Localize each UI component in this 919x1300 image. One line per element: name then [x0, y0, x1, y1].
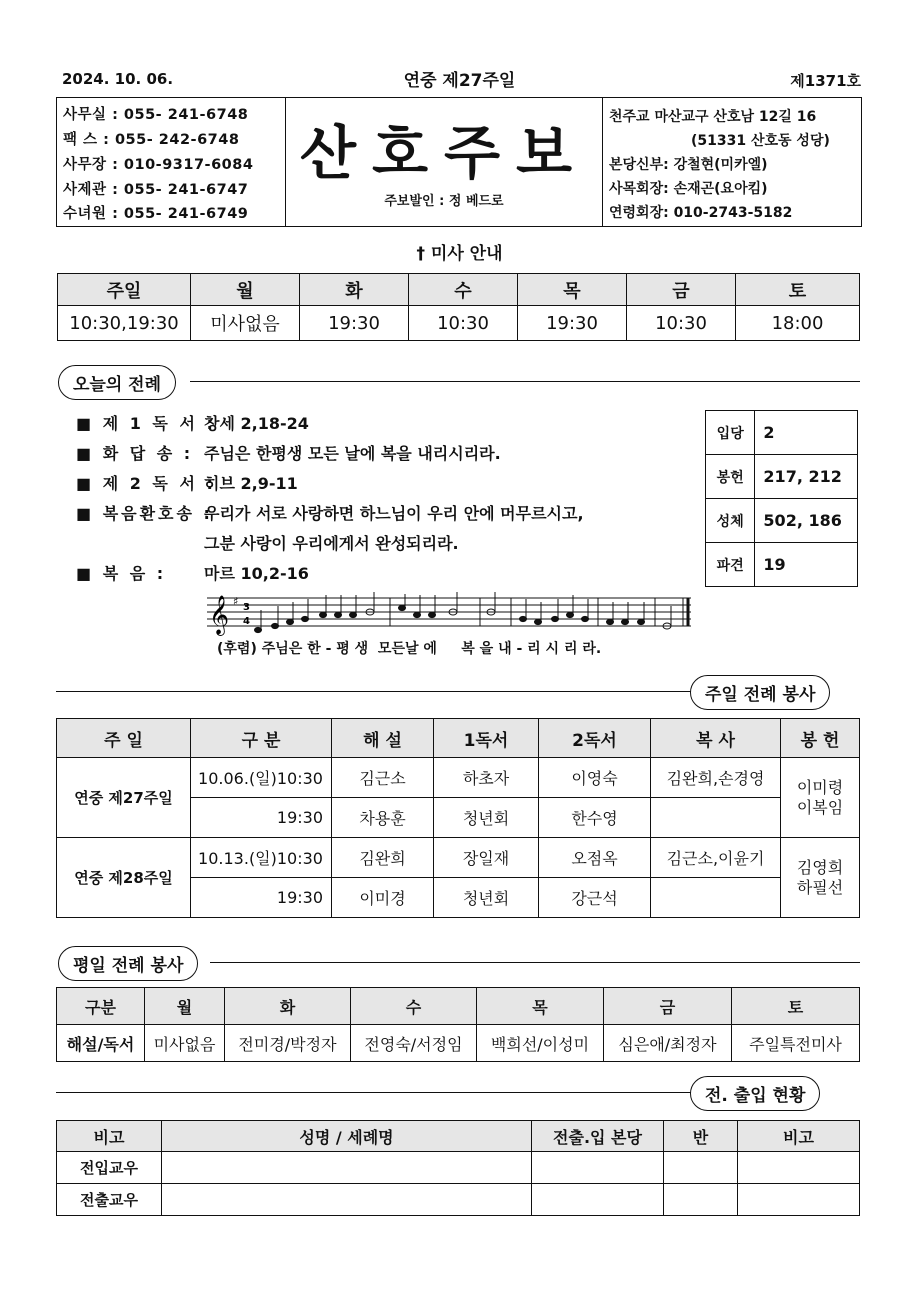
- elder-chair: 연령회장: 010-2743-5182: [609, 205, 793, 221]
- address-line-2: (51331 산호동 성당): [691, 133, 830, 149]
- commentary-cell: 김완희: [332, 838, 434, 878]
- commentary-cell: 차용훈: [332, 798, 434, 838]
- reading-text: 창세 2,18-24: [204, 414, 309, 433]
- reading1-cell: 장일재: [434, 838, 539, 878]
- masthead: [56, 97, 862, 227]
- table-row: [57, 1152, 860, 1184]
- empty-cell: [738, 1184, 860, 1216]
- reading2-cell: 이영숙: [539, 758, 651, 798]
- reading-acclamation: [76, 501, 584, 524]
- reading1-cell: 청년회: [434, 878, 539, 918]
- weekday-header-row: [57, 988, 860, 1025]
- refrain-lyrics: 주님은 한 - 평 생 모든날 에 복 을 내 - 리 시 리 라.: [261, 641, 602, 657]
- column-header: 봉 헌: [781, 719, 860, 758]
- reading-text: 그분 사랑이 우리에게서 완성되리라.: [204, 534, 459, 553]
- row-label: 해설/독서: [57, 1025, 145, 1062]
- reading-second: [76, 471, 298, 494]
- hymn-label: 성체: [706, 499, 755, 543]
- refrain-lyrics-line: [217, 638, 601, 658]
- mass-time: 미사없음: [191, 306, 300, 341]
- time-sig-bottom: 4: [243, 616, 250, 627]
- time-cell: 19:30: [191, 798, 332, 838]
- contact-list: [57, 98, 286, 226]
- contact-office: 사무실 : 055- 241-6748: [63, 107, 249, 123]
- hymn-table: [705, 410, 858, 587]
- reading-label: ■ 제 2 독 서 :: [76, 474, 216, 493]
- mass-day: 목: [518, 274, 627, 306]
- column-header: 비고: [57, 1121, 162, 1152]
- contact-rectory: 사제관 : 055- 241-6747: [63, 182, 249, 198]
- mass-day: 수: [409, 274, 518, 306]
- bulletin-title: 산호주보: [299, 119, 589, 187]
- movement-table: [56, 1120, 860, 1216]
- parish-info: [602, 98, 861, 226]
- pastor: 본당신부: 강철현(미카엘): [609, 157, 768, 173]
- reading1-cell: 하초자: [434, 758, 539, 798]
- commentary-cell: 김근소: [332, 758, 434, 798]
- column-header: 1독서: [434, 719, 539, 758]
- mass-time: 10:30,19:30: [58, 306, 191, 341]
- treble-clef-icon: 𝄞: [209, 595, 230, 635]
- weekday-cell: 전영숙/서정임: [351, 1025, 477, 1062]
- mass-day: 화: [300, 274, 409, 306]
- hymn-number: 217, 212: [755, 455, 858, 499]
- column-header: 구 분: [191, 719, 332, 758]
- hymn-row: [706, 411, 858, 455]
- sunday-service-header-row: [57, 719, 860, 758]
- reading2-cell: 오점옥: [539, 838, 651, 878]
- hymn-row: [706, 455, 858, 499]
- council-chair: 사목회장: 손재곤(요아킴): [609, 181, 768, 197]
- sunday-service-table: [56, 718, 860, 918]
- table-row: [57, 1025, 860, 1062]
- refrain-label: (후렴): [217, 641, 257, 657]
- server-cell: [651, 878, 781, 918]
- table-row: [57, 838, 860, 878]
- empty-cell: [532, 1152, 664, 1184]
- server-cell: 김근소,이윤기: [651, 838, 781, 878]
- column-header: 수: [351, 988, 477, 1025]
- reading2-cell: 한수영: [539, 798, 651, 838]
- column-header: 화: [225, 988, 351, 1025]
- divider: [190, 381, 860, 382]
- hymn-label: 입당: [706, 411, 755, 455]
- commentary-cell: 이미경: [332, 878, 434, 918]
- reading1-cell: 청년회: [434, 798, 539, 838]
- weekday-service-heading: 평일 전례 봉사: [58, 946, 198, 981]
- column-header: 구분: [57, 988, 145, 1025]
- contact-convent: 수녀원 : 055- 241-6749: [63, 206, 249, 222]
- weekday-service-table: [56, 987, 860, 1062]
- empty-cell: [664, 1184, 738, 1216]
- mass-day: 금: [627, 274, 736, 306]
- publisher: 주보발인 : 정 베드로: [384, 194, 504, 209]
- issue-number: 제1371호: [790, 72, 861, 90]
- movement-heading: 전. 출입 현황: [690, 1076, 820, 1111]
- reading-text: 주님은 한평생 모든 날에 복을 내리시리라.: [204, 444, 501, 463]
- empty-cell: [162, 1152, 532, 1184]
- column-header: 월: [145, 988, 225, 1025]
- hymn-label: 파견: [706, 543, 755, 587]
- column-header: 토: [732, 988, 860, 1025]
- column-header: 목: [477, 988, 604, 1025]
- weekday-cell: 백희선/이성미: [477, 1025, 604, 1062]
- server-cell: [651, 798, 781, 838]
- empty-cell: [532, 1184, 664, 1216]
- column-header: 반: [664, 1121, 738, 1152]
- column-header: 금: [604, 988, 732, 1025]
- contact-fax: 팩 스 : 055- 242-6748: [63, 132, 240, 148]
- refrain-music-staff: [205, 590, 695, 636]
- mass-time: 10:30: [409, 306, 518, 341]
- empty-cell: [664, 1152, 738, 1184]
- column-header: 복 사: [651, 719, 781, 758]
- week-cell: 연중 제27주일: [57, 758, 191, 838]
- reading-first: [76, 411, 309, 434]
- time-cell: 10.13.(일)10:30: [191, 838, 332, 878]
- mass-time: 19:30: [300, 306, 409, 341]
- time-cell: 19:30: [191, 878, 332, 918]
- server-cell: 김완희,손경영: [651, 758, 781, 798]
- time-cell: 10.06.(일)10:30: [191, 758, 332, 798]
- column-header: 2독서: [539, 719, 651, 758]
- contact-manager: 사무장 : 010-9317-6084: [63, 157, 254, 173]
- offering-cell: 김영희 하필선: [781, 838, 860, 918]
- mass-day: 주일: [58, 274, 191, 306]
- reading2-cell: 강근석: [539, 878, 651, 918]
- divider: [210, 962, 860, 963]
- sunday-service-heading: 주일 전례 봉사: [690, 675, 830, 710]
- mass-day: 토: [736, 274, 860, 306]
- mass-days-row: [58, 274, 860, 306]
- week-cell: 연중 제28주일: [57, 838, 191, 918]
- empty-cell: [162, 1184, 532, 1216]
- hymn-number: 502, 186: [755, 499, 858, 543]
- hymn-row: [706, 499, 858, 543]
- reading-text: 우리가 서로 사랑하면 하느님이 우리 안에 머무르시고,: [204, 504, 584, 523]
- reading-text: 히브 2,9-11: [204, 474, 298, 493]
- mass-time: 10:30: [627, 306, 736, 341]
- bulletin-date: 2024. 10. 06.: [62, 70, 174, 88]
- column-header: 성명 / 세례명: [162, 1121, 532, 1152]
- liturgy-heading: 오늘의 전례: [58, 365, 176, 400]
- reading-psalm: [76, 441, 501, 464]
- row-label: 전입교우: [57, 1152, 162, 1184]
- empty-cell: [738, 1152, 860, 1184]
- hymn-number: 2: [755, 411, 858, 455]
- reading-text: 마르 10,2-16: [204, 564, 309, 583]
- mass-schedule-title: † 미사 안내: [416, 244, 503, 264]
- weekday-cell: 주일특전미사: [732, 1025, 860, 1062]
- row-label: 전출교우: [57, 1184, 162, 1216]
- mass-day: 월: [191, 274, 300, 306]
- time-sig-top: 3: [243, 602, 250, 613]
- reading-gospel: [76, 561, 309, 584]
- reading-label: ■ 화 답 송 :: [76, 444, 194, 463]
- hymn-label: 봉헌: [706, 455, 755, 499]
- mass-time: 18:00: [736, 306, 860, 341]
- weekday-cell: 심은애/최정자: [604, 1025, 732, 1062]
- table-row: [57, 758, 860, 798]
- offering-cell: 이미령 이복임: [781, 758, 860, 838]
- movement-header-row: [57, 1121, 860, 1152]
- mass-time: 19:30: [518, 306, 627, 341]
- mass-times-row: [58, 306, 860, 341]
- divider: [56, 691, 696, 692]
- reading-label: ■ 복 음 :: [76, 564, 167, 583]
- hymn-row: [706, 543, 858, 587]
- mass-schedule-table: [57, 273, 860, 341]
- divider: [56, 1092, 696, 1093]
- reading-label: ■ 복음환호송 :: [76, 504, 213, 523]
- reading-label: ■ 제 1 독 서 :: [76, 414, 216, 433]
- address-line-1: 천주교 마산교구 산호남 12길 16: [609, 109, 817, 125]
- column-header: 해 설: [332, 719, 434, 758]
- table-row: [57, 1184, 860, 1216]
- liturgical-week: 연중 제27주일: [403, 71, 516, 91]
- column-header: 비고: [738, 1121, 860, 1152]
- weekday-cell: 미사없음: [145, 1025, 225, 1062]
- column-header: 전출.입 본당: [532, 1121, 664, 1152]
- hymn-number: 19: [755, 543, 858, 587]
- sharp-icon: ♯: [233, 595, 239, 608]
- column-header: 주 일: [57, 719, 191, 758]
- weekday-cell: 전미경/박정자: [225, 1025, 351, 1062]
- reading-acclamation-cont: [76, 531, 459, 554]
